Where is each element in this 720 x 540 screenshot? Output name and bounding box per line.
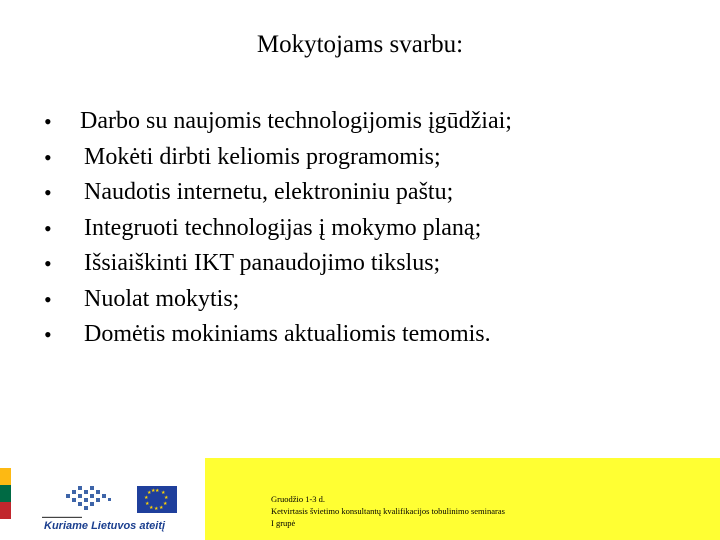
bullet-item: • Išsiaiškinti IKT panaudojimo tikslus;: [44, 246, 512, 282]
bullet-item: • Mokėti dirbti keliomis programomis;: [44, 140, 512, 176]
ministry-eu-logo: [42, 480, 182, 538]
slide-title: Mokytojams svarbu:: [256, 31, 464, 58]
slogan-text: Kuriame Lietuvos ateitį: [44, 520, 166, 532]
bullet-dot-icon: •: [44, 251, 52, 276]
logo-small-text: ▬▬▬▬▬▬▬▬▬▬: [42, 514, 82, 519]
footer-group: I grupė: [271, 518, 296, 528]
flag-stripe-yellow: [0, 468, 11, 485]
bullet-item: • Domėtis mokiniams aktualiomis temomis.: [44, 317, 512, 353]
bullet-dot-icon: •: [44, 144, 52, 170]
bullet-item: • Darbo su naujomis technologijomis įgūdžiai;: [44, 104, 512, 140]
bullet-dot-icon: •: [44, 180, 52, 205]
footer-seminar: Ketvirtasis švietimo konsultantų kvalifikacijos tobulinimo seminaras: [271, 506, 505, 516]
bullet-item: • Nuolat mokytis;: [44, 282, 512, 318]
bullet-item: • Integruoti technologijas į mokymo planą;: [44, 211, 512, 247]
footer-info: [271, 493, 505, 529]
ministry-dots-icon: [64, 486, 112, 512]
bullet-dot-icon: •: [44, 286, 52, 312]
bullet-list: [44, 104, 512, 353]
flag-stripe-red: [0, 502, 11, 519]
flag-stripe-white: [0, 519, 11, 536]
eu-flag-icon: ★ ★ ★ ★ ★ ★ ★ ★ ★ ★ ★: [137, 486, 177, 513]
lithuanian-flag-stripes: [0, 468, 11, 536]
footer-date: Gruodžio 1-3 d.: [271, 494, 326, 504]
bullet-item: • Naudotis internetu, elektroniniu paštu;: [44, 175, 512, 211]
bullet-dot-icon: •: [44, 109, 52, 134]
flag-stripe-green: [0, 485, 11, 502]
bullet-dot-icon: •: [44, 215, 52, 241]
bullet-dot-icon: •: [44, 322, 52, 347]
